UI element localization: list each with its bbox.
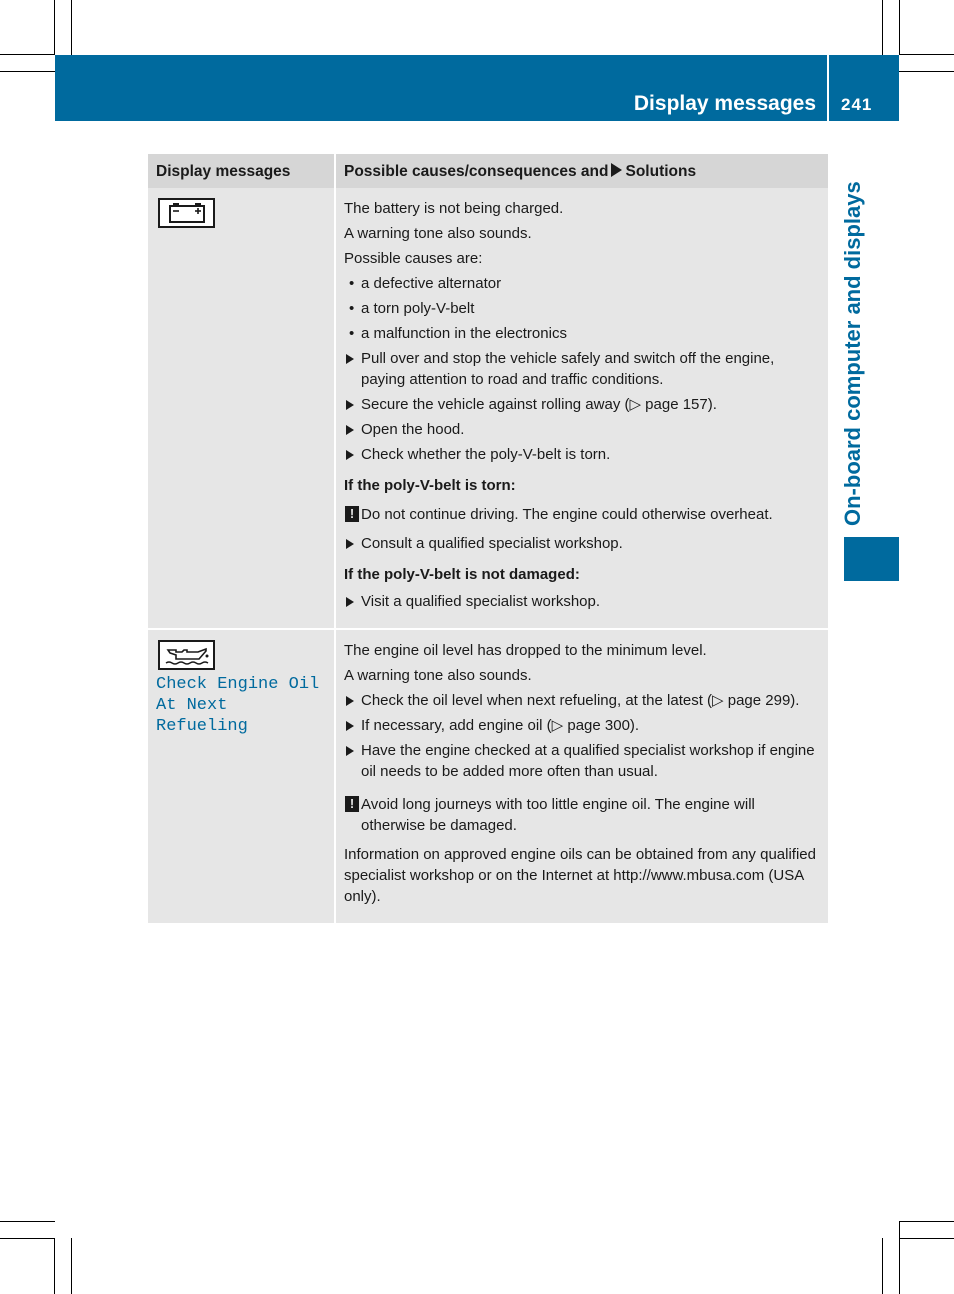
action-arrow-icon <box>346 539 354 549</box>
warning-icon: ! <box>345 506 359 522</box>
arrow-icon <box>611 163 622 177</box>
bullet-item: • a defective alternator <box>344 273 820 294</box>
subheading: If the poly-V-belt is torn: <box>344 477 516 494</box>
action-item <box>344 740 820 782</box>
text-paragraph: A warning tone also sounds. <box>344 667 532 684</box>
action-item <box>344 715 820 736</box>
action-item <box>344 444 820 465</box>
action-arrow-icon <box>346 721 354 731</box>
action-text: Consult a qualified specialist workshop. <box>361 535 623 552</box>
action-arrow-icon <box>346 696 354 706</box>
page-header <box>55 55 899 121</box>
crop-mark <box>899 0 900 55</box>
warning-text: Avoid long journeys with too little engine oil. The engine will otherwise be damaged. <box>361 796 755 834</box>
crop-mark <box>882 0 883 55</box>
warning-text: Do not continue driving. The engine could otherwise overheat. <box>361 506 773 523</box>
battery-message-cell <box>148 188 335 629</box>
action-text: Visit a qualified specialist workshop. <box>361 593 601 610</box>
action-text: Pull over and stop the vehicle safely and switch off the engine, paying attention to road and traffic conditions. <box>361 350 775 388</box>
crop-mark <box>882 1238 883 1294</box>
text-paragraph: The engine oil level has dropped to the minimum level. <box>344 642 707 659</box>
action-item <box>344 533 820 554</box>
action-text: Check the oil level when next refueling, at the latest (▷ page 299). <box>361 692 800 709</box>
crop-mark <box>899 1238 954 1239</box>
action-arrow-icon <box>346 354 354 364</box>
bullet-item: • a malfunction in the electronics <box>344 323 820 344</box>
action-text: Have the engine checked at a qualified specialist workshop if engine oil needs to be added more often than usual. <box>361 742 815 780</box>
battery-icon <box>158 198 215 228</box>
action-arrow-icon <box>346 425 354 435</box>
crop-mark <box>899 1221 900 1294</box>
chapter-tab <box>844 537 899 581</box>
action-arrow-icon <box>346 450 354 460</box>
battery-solution-cell <box>335 188 828 629</box>
text-paragraph: The battery is not being charged. <box>344 200 564 217</box>
table-header-row <box>148 154 828 188</box>
action-text: Check whether the poly-V-belt is torn. <box>361 446 611 463</box>
action-item <box>344 348 820 390</box>
header-title: Display messages <box>633 92 816 115</box>
crop-mark <box>899 71 954 72</box>
page-number: 241 <box>841 95 873 114</box>
table-row <box>148 188 828 629</box>
column-header-solutions-text: Solutions <box>625 162 697 180</box>
action-arrow-icon <box>346 597 354 607</box>
crop-mark <box>71 1238 72 1294</box>
action-item <box>344 690 820 711</box>
crop-mark <box>71 0 72 55</box>
warning-item <box>344 794 820 836</box>
action-text: Secure the vehicle against rolling away (▷ page 157). <box>361 396 717 413</box>
action-arrow-icon <box>346 400 354 410</box>
crop-mark <box>899 1221 954 1222</box>
crop-mark <box>54 0 55 55</box>
column-header-causes-text: Possible causes/consequences and <box>344 162 609 180</box>
chapter-title: On-board computer and displays <box>840 181 865 526</box>
text-paragraph: Possible causes are: <box>344 250 483 267</box>
column-header-display-messages: Display messages <box>148 154 335 188</box>
display-messages-table <box>148 154 828 923</box>
header-separator <box>827 55 829 121</box>
oil-can-icon <box>158 640 215 670</box>
chapter-side-label <box>840 170 880 530</box>
crop-mark <box>899 54 954 55</box>
column-header-causes <box>335 154 828 188</box>
crop-mark <box>0 71 55 72</box>
oil-warning-display-line-2: At Next Refueling <box>156 696 248 736</box>
warning-icon: ! <box>345 796 359 812</box>
action-item <box>344 394 820 415</box>
oil-solution-cell <box>335 629 828 923</box>
action-text: If necessary, add engine oil (▷ page 300). <box>361 717 640 734</box>
crop-mark <box>0 54 55 55</box>
bullet-item: • a torn poly-V-belt <box>344 298 820 319</box>
action-item <box>344 591 820 612</box>
warning-item <box>344 504 820 525</box>
oil-warning-display-line-1: Check Engine Oil <box>156 675 320 694</box>
action-text: Open the hood. <box>361 421 465 438</box>
action-item <box>344 419 820 440</box>
text-paragraph: Information on approved engine oils can be obtained from any qualified specialist workshop or on the Internet at http://www.mbusa.com (USA only). <box>344 846 816 905</box>
action-arrow-icon <box>346 746 354 756</box>
text-paragraph: A warning tone also sounds. <box>344 225 532 242</box>
table-row <box>148 629 828 923</box>
crop-mark <box>54 1238 55 1294</box>
subheading: If the poly-V-belt is not damaged: <box>344 566 580 583</box>
crop-mark <box>0 1238 55 1239</box>
crop-mark <box>0 1221 55 1222</box>
oil-message-cell <box>148 629 335 923</box>
